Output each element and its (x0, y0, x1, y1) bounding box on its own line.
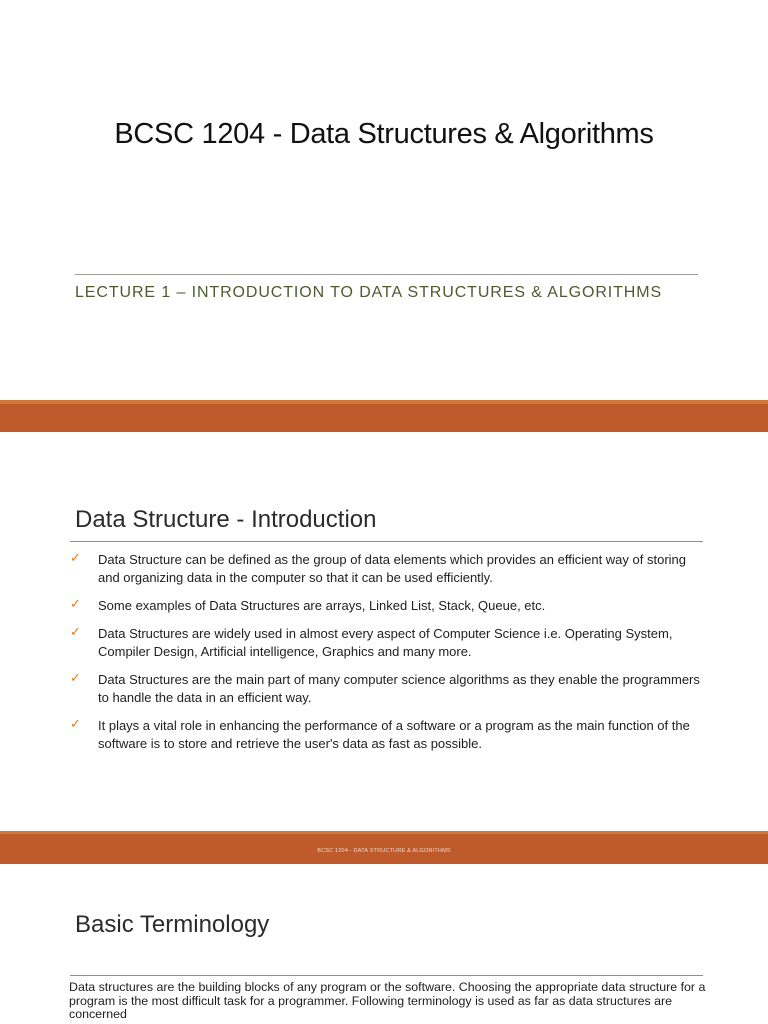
bullet-text: Data Structures are the main part of many computer science algorithms as they enable the programmers to handle the data in an efficient way. (98, 672, 700, 705)
terminology-heading: Basic Terminology (75, 911, 270, 938)
check-icon: ✓ (70, 717, 81, 732)
slide-footer-band (0, 831, 768, 864)
check-icon: ✓ (70, 625, 81, 640)
terminology-body: Data structures are the building blocks of any program or the software. Choosing the appropriate data structure for a program is the most difficult task for a programmer. Following terminology is used as far as data structures are concerned (69, 980, 706, 1021)
band-edge (0, 831, 768, 834)
course-title: BCSC 1204 - Data Structures & Algorithms (114, 118, 654, 150)
check-icon: ✓ (70, 597, 81, 612)
bullet-item (68, 597, 708, 615)
bullet-text: Data Structure can be defined as the group of data elements which provides an efficient way of storing and organizing data in the computer so that it can be used efficiently. (98, 552, 686, 585)
slide-separator-band (0, 400, 768, 432)
intro-bullet-list (68, 551, 708, 763)
title-divider (75, 274, 698, 275)
intro-slide (0, 432, 768, 831)
bullet-text: It plays a vital role in enhancing the performance of a software or a program as the main function of the software is to store and retrieve the user's data as fast as possible. (98, 718, 690, 751)
footer-text: BCSC 1204 - DATA STRUCTURE & ALGORITHMS (317, 848, 451, 854)
intro-divider (70, 541, 703, 542)
bullet-item (68, 625, 708, 661)
terminology-divider (70, 975, 703, 976)
bullet-item (68, 671, 708, 707)
bullet-text: Data Structures are widely used in almost every aspect of Computer Science i.e. Operating System, Compiler Design, Artificial intelligence, Graphics and many more. (98, 626, 673, 659)
intro-heading: Data Structure - Introduction (75, 506, 377, 533)
check-icon: ✓ (70, 551, 81, 566)
bullet-text: Some examples of Data Structures are arrays, Linked List, Stack, Queue, etc. (98, 598, 546, 613)
lecture-subtitle: LECTURE 1 – INTRODUCTION TO DATA STRUCTURES & ALGORITHMS (75, 284, 663, 301)
bullet-item (68, 551, 708, 587)
terminology-slide (0, 864, 768, 1024)
title-slide (0, 0, 768, 400)
check-icon: ✓ (70, 671, 81, 686)
band-edge (0, 400, 768, 404)
bullet-item (68, 717, 708, 753)
